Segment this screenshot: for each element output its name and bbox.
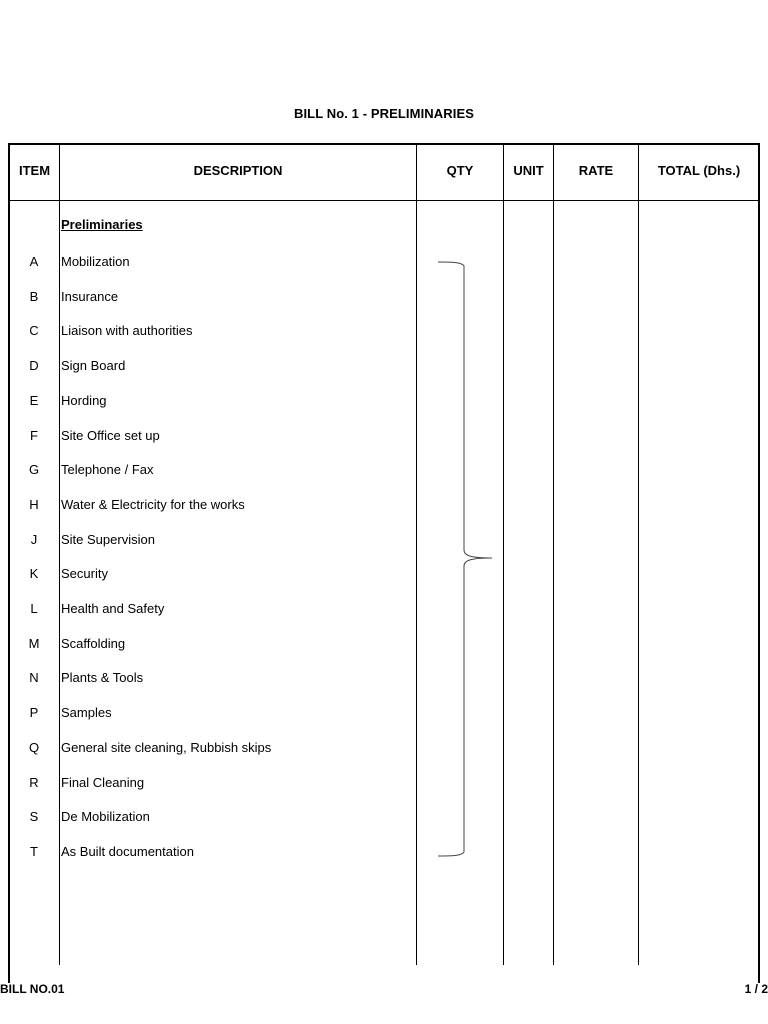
item-description: Water & Electricity for the works bbox=[61, 497, 245, 512]
column-divider-description bbox=[416, 145, 417, 965]
item-letter: R bbox=[29, 775, 39, 790]
item-description: As Built documentation bbox=[61, 844, 194, 859]
header-divider bbox=[8, 200, 760, 201]
page-title: BILL No. 1 - PRELIMINARIES bbox=[293, 106, 475, 121]
item-letter: N bbox=[29, 670, 39, 685]
footer-bill-number: BILL NO.01 bbox=[0, 982, 65, 996]
brace-icon bbox=[436, 258, 496, 862]
item-letter: Q bbox=[28, 740, 40, 755]
item-description: General site cleaning, Rubbish skips bbox=[61, 740, 272, 755]
item-letter: A bbox=[29, 254, 39, 269]
item-description: Insurance bbox=[61, 289, 119, 304]
item-description: Final Cleaning bbox=[61, 775, 145, 790]
item-letter: E bbox=[29, 393, 39, 408]
item-description: Samples bbox=[61, 705, 112, 720]
item-letter: D bbox=[29, 358, 39, 373]
header-item: ITEM bbox=[18, 163, 51, 178]
item-description: Sign Board bbox=[61, 358, 126, 373]
item-letter: L bbox=[30, 601, 38, 616]
item-description: Telephone / Fax bbox=[61, 462, 154, 477]
item-description: Scaffolding bbox=[61, 636, 126, 651]
item-description: Mobilization bbox=[61, 254, 130, 269]
item-description: De Mobilization bbox=[61, 809, 150, 824]
item-description: Site Supervision bbox=[61, 532, 155, 547]
header-unit: UNIT bbox=[513, 163, 544, 178]
item-letter: H bbox=[29, 497, 39, 512]
item-letter: J bbox=[30, 532, 38, 547]
item-description: Site Office set up bbox=[61, 428, 160, 443]
item-description: Liaison with authorities bbox=[61, 323, 193, 338]
item-letter: G bbox=[28, 462, 40, 477]
item-letter: S bbox=[29, 809, 39, 824]
section-title: Preliminaries bbox=[61, 217, 143, 232]
item-description: Security bbox=[61, 566, 108, 581]
column-divider-rate bbox=[638, 145, 639, 965]
header-qty: QTY bbox=[446, 163, 474, 178]
footer-page-number: 1 / 2 bbox=[744, 982, 768, 996]
header-description: DESCRIPTION bbox=[193, 163, 283, 178]
item-letter: T bbox=[30, 844, 38, 859]
item-letter: C bbox=[29, 323, 39, 338]
item-letter: K bbox=[29, 566, 39, 581]
item-description: Plants & Tools bbox=[61, 670, 144, 685]
item-letter: M bbox=[28, 636, 40, 651]
column-divider-qty bbox=[503, 145, 504, 965]
header-rate: RATE bbox=[578, 163, 614, 178]
item-description: Hording bbox=[61, 393, 107, 408]
header-total: TOTAL (Dhs.) bbox=[657, 163, 741, 178]
item-letter: P bbox=[29, 705, 39, 720]
column-divider-item bbox=[59, 145, 60, 965]
column-divider-unit bbox=[553, 145, 554, 965]
item-letter: B bbox=[29, 289, 39, 304]
item-description: Health and Safety bbox=[61, 601, 165, 616]
item-letter: F bbox=[30, 428, 38, 443]
